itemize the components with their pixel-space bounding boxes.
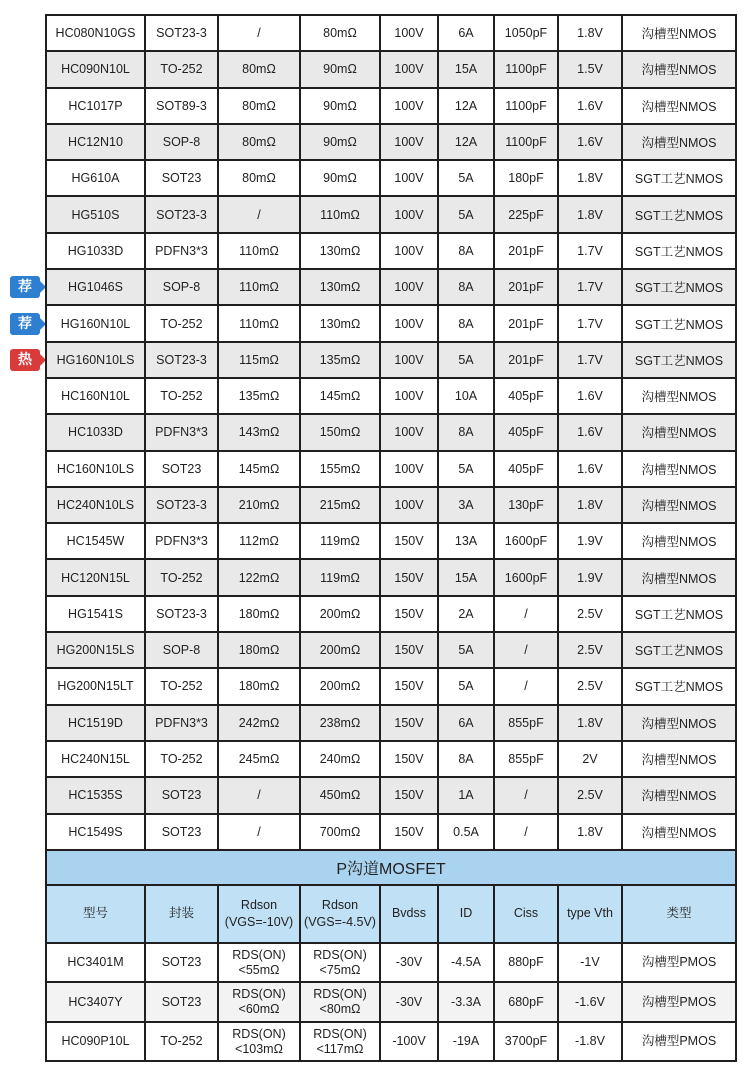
cell-rds2: 700mΩ [300, 814, 380, 850]
cell-type: SGT工艺NMOS [622, 305, 736, 341]
cell-type: 沟槽型NMOS [622, 523, 736, 559]
cell-model: HC3401M [46, 943, 145, 983]
cell-id: 5A [438, 342, 494, 378]
cell-model: HG200N15LT [46, 668, 145, 704]
cell-package: SOT23-3 [145, 196, 218, 232]
cell-vth: 1.7V [558, 305, 622, 341]
cell-vth: 1.9V [558, 523, 622, 559]
cell-id: 8A [438, 414, 494, 450]
cell-type: 沟槽型NMOS [622, 559, 736, 595]
cell-type: 沟槽型NMOS [622, 487, 736, 523]
cell-ciss: 1100pF [494, 88, 558, 124]
cell-model: HC120N15L [46, 559, 145, 595]
cell-type: 沟槽型NMOS [622, 705, 736, 741]
cell-bvdss: 100V [380, 15, 438, 51]
cell-bvdss: 100V [380, 51, 438, 87]
cell-rds1: 242mΩ [218, 705, 300, 741]
cell-package: TO-252 [145, 51, 218, 87]
header-rdson-10v: Rdson (VGS=-10V) [218, 885, 300, 943]
cell-bvdss: -100V [380, 1022, 438, 1062]
cell-type: SGT工艺NMOS [622, 632, 736, 668]
cell-rds2: 90mΩ [300, 88, 380, 124]
cell-vth: -1.8V [558, 1022, 622, 1062]
table-row [46, 487, 736, 523]
table-row [46, 523, 736, 559]
table-row [46, 15, 736, 51]
cell-vth: 2.5V [558, 777, 622, 813]
table-row [46, 51, 736, 87]
cell-bvdss: 100V [380, 451, 438, 487]
cell-vth: 2.5V [558, 596, 622, 632]
cell-rds1: 135mΩ [218, 378, 300, 414]
table-row [46, 705, 736, 741]
cell-bvdss: 100V [380, 269, 438, 305]
cell-vth: 1.7V [558, 269, 622, 305]
cell-model: HG1033D [46, 233, 145, 269]
cell-rds2: 200mΩ [300, 668, 380, 704]
cell-ciss: 1600pF [494, 523, 558, 559]
cell-id: 13A [438, 523, 494, 559]
header-type: 类型 [622, 885, 736, 943]
table-row [46, 596, 736, 632]
n-channel-rows [46, 15, 736, 850]
cell-ciss: 855pF [494, 705, 558, 741]
cell-rds2: 240mΩ [300, 741, 380, 777]
cell-bvdss: 100V [380, 378, 438, 414]
cell-id: 5A [438, 668, 494, 704]
cell-vth: 1.7V [558, 342, 622, 378]
cell-vth: 2.5V [558, 668, 622, 704]
cell-type: 沟槽型NMOS [622, 124, 736, 160]
cell-rds2: 130mΩ [300, 269, 380, 305]
cell-model: HG510S [46, 196, 145, 232]
section-title-row [46, 850, 736, 885]
cell-rds2: RDS(ON) <80mΩ [300, 982, 380, 1022]
cell-ciss: 201pF [494, 269, 558, 305]
cell-package: TO-252 [145, 305, 218, 341]
cell-rds2: 155mΩ [300, 451, 380, 487]
cell-rds1: 80mΩ [218, 160, 300, 196]
cell-rds1: 80mΩ [218, 51, 300, 87]
header-bvdss: Bvdss [380, 885, 438, 943]
table-row [46, 124, 736, 160]
cell-bvdss: 150V [380, 596, 438, 632]
cell-ciss: 405pF [494, 451, 558, 487]
cell-id: 8A [438, 305, 494, 341]
cell-vth: 1.9V [558, 559, 622, 595]
cell-rds2: RDS(ON) <75mΩ [300, 943, 380, 983]
cell-bvdss: 100V [380, 160, 438, 196]
mosfet-spec-table [45, 14, 737, 1062]
cell-rds1: 115mΩ [218, 342, 300, 378]
cell-package: TO-252 [145, 559, 218, 595]
table-row [46, 668, 736, 704]
cell-id: 12A [438, 124, 494, 160]
cell-ciss: 680pF [494, 982, 558, 1022]
cell-model: HC1535S [46, 777, 145, 813]
cell-rds1: / [218, 15, 300, 51]
cell-vth: -1V [558, 943, 622, 983]
table-row [46, 814, 736, 850]
cell-model: HC1033D [46, 414, 145, 450]
cell-vth: 1.6V [558, 414, 622, 450]
cell-bvdss: 100V [380, 305, 438, 341]
cell-model: HG1541S [46, 596, 145, 632]
cell-rds2: 110mΩ [300, 196, 380, 232]
cell-ciss: / [494, 777, 558, 813]
cell-package: SOT23 [145, 943, 218, 983]
cell-package: TO-252 [145, 668, 218, 704]
cell-id: 5A [438, 451, 494, 487]
table-row [46, 196, 736, 232]
cell-ciss: 201pF [494, 305, 558, 341]
cell-rds1: / [218, 814, 300, 850]
cell-vth: 1.8V [558, 15, 622, 51]
cell-model: HC090N10L [46, 51, 145, 87]
header-id: ID [438, 885, 494, 943]
cell-id: 8A [438, 233, 494, 269]
cell-type: 沟槽型NMOS [622, 88, 736, 124]
section-title: P沟道MOSFET [46, 850, 736, 885]
cell-package: SOT23 [145, 777, 218, 813]
cell-bvdss: 150V [380, 668, 438, 704]
cell-rds2: 90mΩ [300, 160, 380, 196]
cell-rds1: 112mΩ [218, 523, 300, 559]
cell-ciss: 201pF [494, 233, 558, 269]
cell-vth: -1.6V [558, 982, 622, 1022]
cell-rds1: 180mΩ [218, 632, 300, 668]
cell-package: PDFN3*3 [145, 523, 218, 559]
cell-type: 沟槽型NMOS [622, 378, 736, 414]
cell-model: HC3407Y [46, 982, 145, 1022]
cell-package: SOT23 [145, 160, 218, 196]
cell-model: HC080N10GS [46, 15, 145, 51]
cell-ciss: 130pF [494, 487, 558, 523]
cell-model: HC240N10LS [46, 487, 145, 523]
cell-package: SOT23-3 [145, 596, 218, 632]
cell-vth: 1.8V [558, 160, 622, 196]
cell-id: -19A [438, 1022, 494, 1062]
cell-id: 10A [438, 378, 494, 414]
cell-ciss: 225pF [494, 196, 558, 232]
cell-type: 沟槽型NMOS [622, 451, 736, 487]
cell-type: SGT工艺NMOS [622, 342, 736, 378]
cell-id: 5A [438, 160, 494, 196]
cell-model: HC160N10LS [46, 451, 145, 487]
table-row [46, 233, 736, 269]
cell-package: SOP-8 [145, 124, 218, 160]
cell-rds1: 110mΩ [218, 233, 300, 269]
cell-vth: 1.5V [558, 51, 622, 87]
cell-type: 沟槽型PMOS [622, 943, 736, 983]
header-model: 型号 [46, 885, 145, 943]
cell-type: 沟槽型NMOS [622, 414, 736, 450]
cell-package: PDFN3*3 [145, 414, 218, 450]
table-row [46, 269, 736, 305]
cell-id: 15A [438, 559, 494, 595]
cell-ciss: / [494, 632, 558, 668]
cell-bvdss: 150V [380, 741, 438, 777]
cell-type: 沟槽型NMOS [622, 814, 736, 850]
cell-bvdss: 150V [380, 559, 438, 595]
cell-vth: 1.6V [558, 451, 622, 487]
cell-id: 6A [438, 15, 494, 51]
cell-vth: 1.7V [558, 233, 622, 269]
cell-model: HC1519D [46, 705, 145, 741]
cell-vth: 1.6V [558, 88, 622, 124]
cell-rds1: 143mΩ [218, 414, 300, 450]
cell-rds2: 200mΩ [300, 596, 380, 632]
cell-type: SGT工艺NMOS [622, 269, 736, 305]
cell-ciss: 405pF [494, 414, 558, 450]
cell-rds2: 90mΩ [300, 51, 380, 87]
cell-package: SOT23-3 [145, 487, 218, 523]
table-row [46, 777, 736, 813]
cell-model: HC12N10 [46, 124, 145, 160]
header-row [46, 885, 736, 943]
cell-vth: 2.5V [558, 632, 622, 668]
header-vth: type Vth [558, 885, 622, 943]
cell-model: HG610A [46, 160, 145, 196]
cell-type: 沟槽型PMOS [622, 982, 736, 1022]
cell-vth: 1.8V [558, 705, 622, 741]
cell-rds2: 90mΩ [300, 124, 380, 160]
cell-id: 5A [438, 632, 494, 668]
cell-type: 沟槽型NMOS [622, 51, 736, 87]
cell-rds1: 180mΩ [218, 596, 300, 632]
p-channel-rows [46, 943, 736, 1062]
cell-model: HC1017P [46, 88, 145, 124]
cell-package: SOT89-3 [145, 88, 218, 124]
cell-bvdss: 100V [380, 342, 438, 378]
cell-bvdss: 150V [380, 705, 438, 741]
cell-package: PDFN3*3 [145, 233, 218, 269]
cell-vth: 1.8V [558, 487, 622, 523]
cell-id: 12A [438, 88, 494, 124]
cell-vth: 1.6V [558, 378, 622, 414]
cell-bvdss: 100V [380, 233, 438, 269]
cell-package: PDFN3*3 [145, 705, 218, 741]
cell-id: 5A [438, 196, 494, 232]
cell-type: 沟槽型NMOS [622, 777, 736, 813]
cell-id: -4.5A [438, 943, 494, 983]
cell-model: HC160N10L [46, 378, 145, 414]
cell-bvdss: 100V [380, 487, 438, 523]
table-row [46, 342, 736, 378]
p-channel-section [46, 850, 736, 943]
cell-vth: 1.6V [558, 124, 622, 160]
cell-package: SOT23-3 [145, 15, 218, 51]
table-row [46, 414, 736, 450]
cell-ciss: 1050pF [494, 15, 558, 51]
hot-badge: 热 [10, 349, 40, 371]
cell-package: TO-252 [145, 741, 218, 777]
table-row [46, 378, 736, 414]
cell-type: SGT工艺NMOS [622, 668, 736, 704]
cell-rds2: 119mΩ [300, 559, 380, 595]
cell-rds1: 180mΩ [218, 668, 300, 704]
table-row [46, 559, 736, 595]
cell-rds1: 80mΩ [218, 124, 300, 160]
cell-ciss: 880pF [494, 943, 558, 983]
recommend-badge: 荐 [10, 276, 40, 298]
cell-id: 1A [438, 777, 494, 813]
cell-rds2: 150mΩ [300, 414, 380, 450]
cell-rds2: 200mΩ [300, 632, 380, 668]
cell-rds1: RDS(ON) <103mΩ [218, 1022, 300, 1062]
cell-ciss: / [494, 668, 558, 704]
cell-rds1: 145mΩ [218, 451, 300, 487]
cell-rds1: 110mΩ [218, 305, 300, 341]
recommend-badge: 荐 [10, 313, 40, 335]
cell-rds1: RDS(ON) <60mΩ [218, 982, 300, 1022]
cell-ciss: 1100pF [494, 124, 558, 160]
cell-ciss: 180pF [494, 160, 558, 196]
cell-rds1: / [218, 777, 300, 813]
header-ciss: Ciss [494, 885, 558, 943]
cell-rds1: / [218, 196, 300, 232]
cell-ciss: 1100pF [494, 51, 558, 87]
cell-model: HC1549S [46, 814, 145, 850]
cell-bvdss: -30V [380, 943, 438, 983]
cell-rds2: 135mΩ [300, 342, 380, 378]
cell-rds1: RDS(ON) <55mΩ [218, 943, 300, 983]
cell-ciss: 405pF [494, 378, 558, 414]
cell-type: SGT工艺NMOS [622, 160, 736, 196]
cell-package: SOT23-3 [145, 342, 218, 378]
cell-bvdss: 100V [380, 124, 438, 160]
cell-rds1: 210mΩ [218, 487, 300, 523]
header-package: 封装 [145, 885, 218, 943]
cell-ciss: 3700pF [494, 1022, 558, 1062]
cell-bvdss: 100V [380, 88, 438, 124]
table-row [46, 1022, 736, 1062]
cell-id: 15A [438, 51, 494, 87]
cell-bvdss: 150V [380, 777, 438, 813]
cell-bvdss: 100V [380, 414, 438, 450]
cell-rds2: 215mΩ [300, 487, 380, 523]
table-row [46, 982, 736, 1022]
cell-ciss: 855pF [494, 741, 558, 777]
cell-package: SOP-8 [145, 632, 218, 668]
cell-ciss: 201pF [494, 342, 558, 378]
cell-type: SGT工艺NMOS [622, 596, 736, 632]
cell-package: SOT23 [145, 451, 218, 487]
cell-bvdss: 150V [380, 814, 438, 850]
cell-vth: 1.8V [558, 196, 622, 232]
cell-rds2: 130mΩ [300, 305, 380, 341]
cell-type: 沟槽型NMOS [622, 741, 736, 777]
cell-bvdss: 150V [380, 523, 438, 559]
table-row [46, 88, 736, 124]
cell-vth: 2V [558, 741, 622, 777]
cell-id: 0.5A [438, 814, 494, 850]
cell-rds1: 110mΩ [218, 269, 300, 305]
cell-bvdss: -30V [380, 982, 438, 1022]
cell-package: TO-252 [145, 378, 218, 414]
cell-model: HC1545W [46, 523, 145, 559]
cell-model: HC090P10L [46, 1022, 145, 1062]
cell-type: 沟槽型PMOS [622, 1022, 736, 1062]
cell-package: SOT23 [145, 814, 218, 850]
cell-rds1: 122mΩ [218, 559, 300, 595]
table-row [46, 632, 736, 668]
cell-id: 8A [438, 269, 494, 305]
cell-id: 2A [438, 596, 494, 632]
cell-model: HG200N15LS [46, 632, 145, 668]
cell-bvdss: 150V [380, 632, 438, 668]
cell-ciss: / [494, 814, 558, 850]
cell-package: TO-252 [145, 1022, 218, 1062]
table-row [46, 741, 736, 777]
cell-rds2: 80mΩ [300, 15, 380, 51]
cell-rds2: RDS(ON) <117mΩ [300, 1022, 380, 1062]
cell-model: HG160N10L [46, 305, 145, 341]
cell-id: -3.3A [438, 982, 494, 1022]
table-row [46, 160, 736, 196]
cell-bvdss: 100V [380, 196, 438, 232]
cell-rds2: 450mΩ [300, 777, 380, 813]
table-row [46, 451, 736, 487]
table-row [46, 305, 736, 341]
cell-rds1: 80mΩ [218, 88, 300, 124]
cell-model: HG1046S [46, 269, 145, 305]
header-rdson-4v5: Rdson (VGS=-4.5V) [300, 885, 380, 943]
cell-id: 3A [438, 487, 494, 523]
cell-rds2: 145mΩ [300, 378, 380, 414]
table-row [46, 943, 736, 983]
cell-ciss: 1600pF [494, 559, 558, 595]
cell-rds2: 130mΩ [300, 233, 380, 269]
cell-rds2: 119mΩ [300, 523, 380, 559]
cell-package: SOP-8 [145, 269, 218, 305]
cell-rds1: 245mΩ [218, 741, 300, 777]
cell-type: 沟槽型NMOS [622, 15, 736, 51]
cell-model: HG160N10LS [46, 342, 145, 378]
cell-ciss: / [494, 596, 558, 632]
cell-id: 8A [438, 741, 494, 777]
cell-id: 6A [438, 705, 494, 741]
cell-package: SOT23 [145, 982, 218, 1022]
cell-model: HC240N15L [46, 741, 145, 777]
cell-vth: 1.8V [558, 814, 622, 850]
cell-type: SGT工艺NMOS [622, 233, 736, 269]
cell-type: SGT工艺NMOS [622, 196, 736, 232]
cell-rds2: 238mΩ [300, 705, 380, 741]
